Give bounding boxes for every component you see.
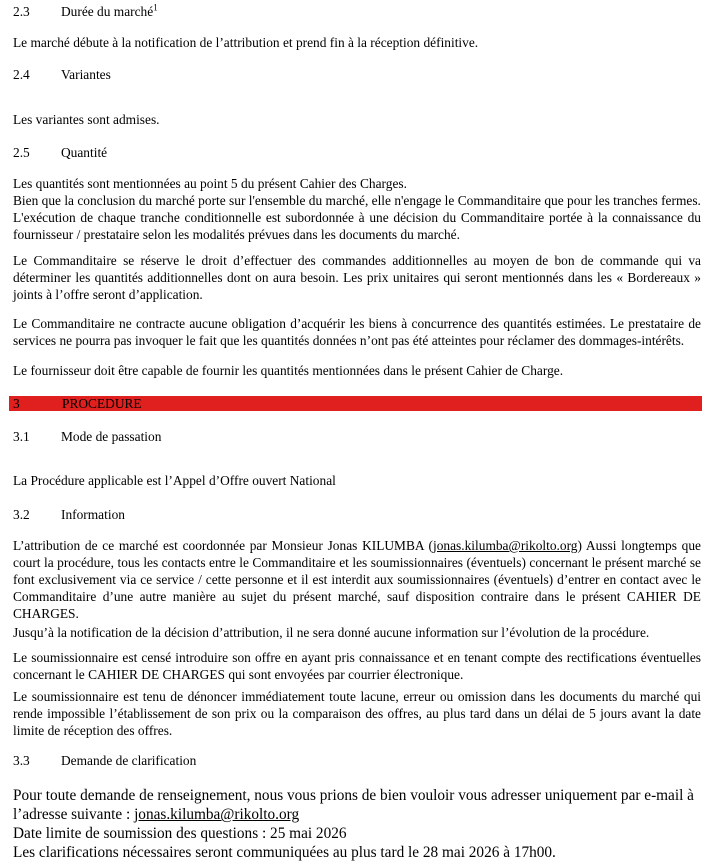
heading-title: Durée du marché$^1$ [61, 2, 158, 19]
heading-number: 2.4 [13, 67, 30, 82]
paragraph: La Procédure applicable est l’Appel d’Offre ouvert National [13, 473, 336, 488]
paragraph: Le soumissionnaire est censé introduire son offre en ayant pris connaissance et en tenant compte des rectifications éventuelles concernant le CAHIER DE CHARGES qui sont envoyées par courrier électronique. [13, 650, 701, 682]
heading-3-1 [13, 428, 701, 445]
heading-number: 3 [13, 396, 20, 411]
heading-2-4 [13, 66, 701, 83]
paragraph: Jusqu’à la notification de la décision d’attribution, il ne sera donné aucune information sur l’évolution de la procédure. [13, 625, 650, 640]
text-line: fournisseur / prestataire selon les modalités prévues dans les documents du marché. [13, 227, 460, 242]
heading-title: Quantité [61, 145, 108, 160]
heading-3-2 [13, 506, 701, 523]
heading-3-3 [13, 752, 701, 769]
paragraph: Les variantes sont admises. [13, 112, 160, 127]
heading-title: Information [61, 507, 125, 522]
section-heading-bar [9, 396, 702, 411]
paragraph: Le soumissionnaire est tenu de dénoncer immédiatement toute lacune, erreur ou omission dans les documents du marché qui rende impossible l’établissement de son prix ou la comparaison des offres, au plus tard dans un délai de 5 jours avant la date limite de réception des offres. [13, 689, 701, 738]
email-link[interactable]: jonas.kilumba@rikolto.org [433, 538, 578, 553]
text-line: L'exécution de chaque tranche conditionnelle est subordonnée à une décision du Commanditaire portée à la connaissance du [13, 210, 701, 225]
clarification-block [13, 786, 701, 862]
heading-title: Demande de clarification [61, 753, 197, 768]
text-line: Pour toute demande de renseignement, nous vous prions de bien vouloir vous adresser uniquement par e-mail à [13, 787, 694, 804]
text-line: Date limite de soumission des questions : 25 mai 2026 [13, 825, 347, 842]
heading-2-3 [13, 3, 701, 20]
paragraph-contact: L’attribution de ce marché est coordonnée par Monsieur Jonas KILUMBA (jonas.kilumba@rikolto.org) Aussi longtemps que court la procédure, tous les contacts entre le Commanditaire et les soumissionnaires (éventuels) concernant le présent marché se font exclusivement via ce service / cette personne et il est interdit aux soumissionnaires (éventuels) d’entrer en contact avec le Commanditaire d’une autre manière au sujet du présent marché, sauf disposition contraire dans le présent CAHIER DE CHARGES. [13, 538, 701, 621]
paragraph-quantities [13, 175, 701, 243]
paragraph: Le Commanditaire se réserve le droit d’effectuer des commandes additionnelles au moyen de bon de commande qui va déterminer les quantités additionnelles dont on aura besoin. Les prix unitaires qui seront mentionnés dans les « Bordereaux » joints à l’offre seront d’application. [13, 253, 701, 302]
email-link[interactable]: jonas.kilumba@rikolto.org [134, 806, 300, 823]
text-line: Bien que la conclusion du marché porte sur l'ensemble du marché, elle n'engage le Commanditaire que pour les tranches fermes. [13, 193, 701, 208]
text-line: Les clarifications nécessaires seront communiquées au plus tard le 28 mai 2026 à 17h00. [13, 844, 556, 861]
heading-number: 2.3 [13, 4, 30, 19]
text-line: Les quantités sont mentionnées au point 5 du présent Cahier des Charges. [13, 176, 407, 191]
heading-title: Mode de passation [61, 429, 162, 444]
heading-number: 3.2 [13, 507, 30, 522]
text-line: l’adresse suivante : jonas.kilumba@rikolto.org [13, 806, 300, 823]
heading-number: 2.5 [13, 145, 30, 160]
heading-title: PROCEDURE [62, 396, 142, 411]
heading-2-5 [13, 144, 701, 161]
paragraph: Le marché débute à la notification de l’attribution et prend fin à la réception définitive. [13, 35, 479, 50]
paragraph: Le Commanditaire ne contracte aucune obligation d’acquérir les biens à concurrence des quantités estimées. Le prestataire de services ne pourra pas invoquer le fait que les quantités données n’ont pas été atteintes pour réclamer des dommages-intérêts. [13, 316, 701, 348]
heading-number: 3.3 [13, 753, 30, 768]
footnote-marker: 1 [153, 2, 158, 13]
paragraph: Le fournisseur doit être capable de fournir les quantités mentionnées dans le présent Cahier de Charge. [13, 363, 564, 378]
heading-number: 3.1 [13, 429, 30, 444]
heading-title: Variantes [61, 67, 111, 82]
